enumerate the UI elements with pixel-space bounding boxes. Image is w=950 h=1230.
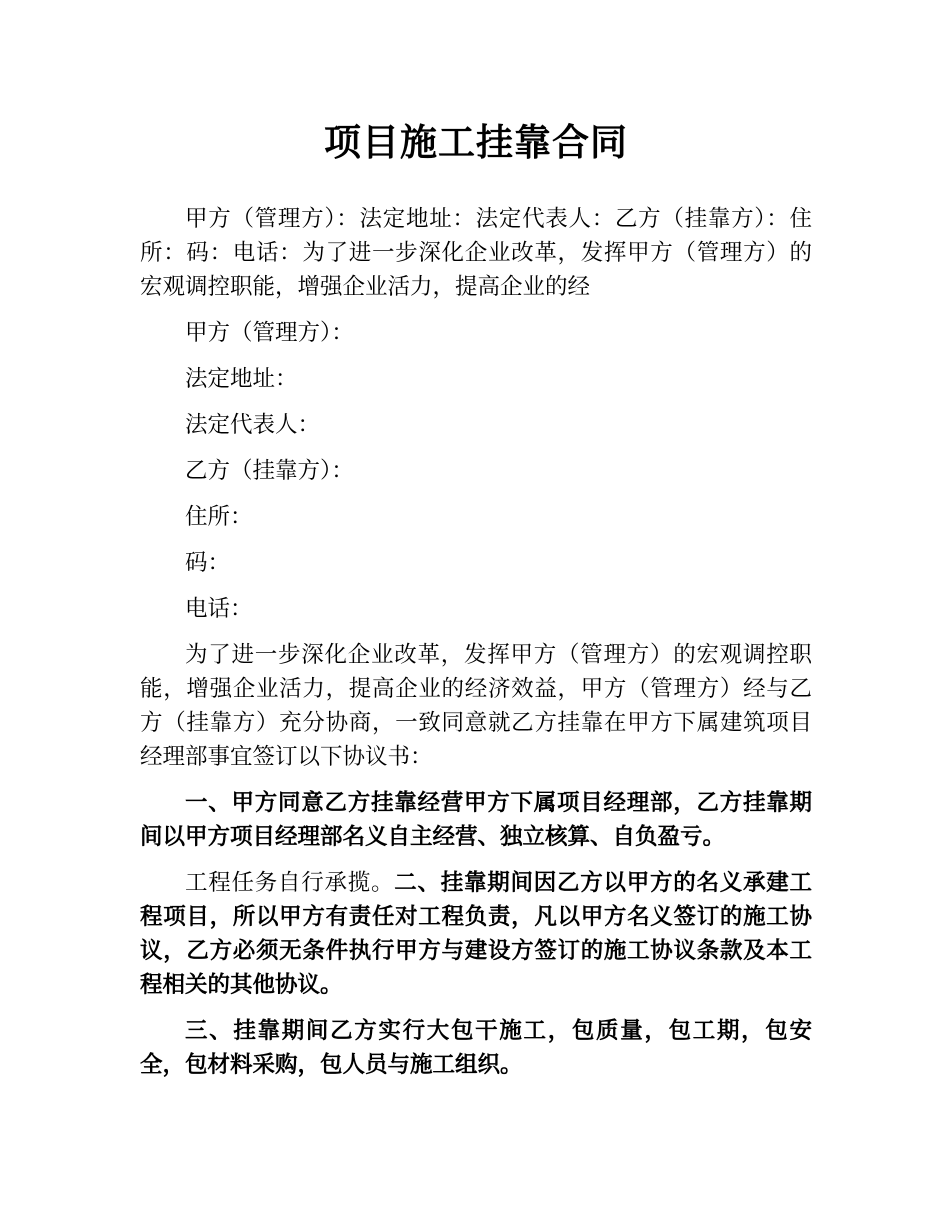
clause-two-lead: 工程任务自行承揽。 (185, 870, 395, 896)
clause-two: 二、挂靠期间因乙方以甲方的名义承建工程项目，所以甲方有责任对工程负责，凡以甲方名义签订的施工协议，乙方必须无条件执行甲方与建设方签订的施工协议条款及本工程相关的其他协议。 (140, 870, 812, 998)
document-title: 项目施工挂靠合同 (324, 120, 628, 164)
party-a-line: 甲方（管理方）： (185, 320, 354, 346)
clause-two-paragraph (140, 866, 812, 1002)
agreement-preamble: 为了进一步深化企业改革，发挥甲方（管理方）的宏观调控职能，增强企业活力，提高企业的经济效益，甲方（管理方）经与乙方（挂靠方）充分协商，一致同意就乙方挂靠在甲方下属建筑项目经理部事宜签订以下协议书： (140, 642, 812, 770)
phone-line: 电话： (185, 596, 253, 622)
code-line: 码： (185, 550, 231, 576)
party-b-line: 乙方（挂靠方）： (185, 458, 354, 484)
document-body (140, 202, 812, 1094)
residence-line: 住所： (185, 504, 253, 530)
legal-representative-line: 法定代表人： (185, 412, 321, 438)
clause-one: 一、甲方同意乙方挂靠经营甲方下属项目经理部，乙方挂靠期间以甲方项目经理部名义自主经营、独立核算、自负盈亏。 (140, 790, 812, 850)
clause-three: 三、挂靠期间乙方实行大包干施工，包质量，包工期，包安全，包材料采购，包人员与施工组织。 (140, 1018, 812, 1078)
legal-address-line: 法定地址： (185, 366, 298, 392)
intro-paragraph: 甲方（管理方）：法定地址：法定代表人：乙方（挂靠方）：住所：码：电话：为了进一步深化企业改革，发挥甲方（管理方）的宏观调控职能，增强企业活力，提高企业的经 (140, 206, 812, 300)
